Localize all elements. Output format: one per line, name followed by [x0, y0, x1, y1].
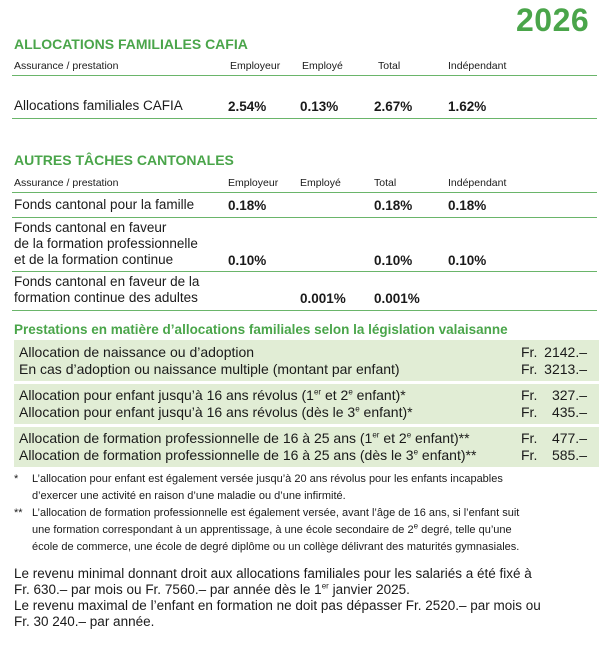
- divider: [12, 75, 597, 76]
- cafia-header-independent: Indépendant: [448, 60, 507, 72]
- cafia-row-label: Allocations familiales CAFIA: [14, 98, 183, 113]
- footnote-child-allowance: L’allocation pour enfant est également versée jusqu’à 20 ans révolus pour les enfants incapables d’exercer une activité en raison d’une maladie ou d’une infirmité.: [32, 473, 503, 502]
- income-paragraph: Le revenu minimal donnant droit aux allocations familiales pour les salariés a été fixé à Fr. 630.– par mois ou Fr. 7560.– par année dès le 1er janvier 2025. Le revenu maximal de l’enfant en formation ne doit pas dépasser Fr. 2520.– par mois ou Fr. 30 240.– par année.: [14, 566, 541, 629]
- benefit-amount: 3213.–: [544, 361, 587, 377]
- cantonal-row-independent: 0.18%: [448, 198, 487, 213]
- benefit-label: Allocation de formation professionnelle de 16 à 25 ans (1er et 2e enfant)**: [19, 430, 470, 446]
- benefit-label: Allocation pour enfant jusqu’à 16 ans révolus (1er et 2e enfant)*: [19, 387, 406, 403]
- cantonal-row-label: [14, 274, 199, 306]
- cantonal-row-employee: 0.001%: [300, 291, 346, 306]
- label-line: et de la formation continue: [14, 252, 174, 267]
- currency: Fr.: [521, 387, 538, 403]
- cantonal-row-total: 0.10%: [374, 253, 413, 268]
- benefits-title: Prestations en matière d’allocations familiales selon la législation valaisanne: [14, 322, 508, 337]
- divider: [12, 192, 597, 193]
- benefit-amount: 2142.–: [544, 344, 587, 360]
- cantonal-row-label: [14, 220, 198, 268]
- cantonal-header-employee: Employé: [300, 177, 341, 189]
- cantonal-row-independent: 0.10%: [448, 253, 487, 268]
- currency: Fr.: [521, 361, 538, 377]
- footnote-mark: **: [14, 507, 23, 519]
- benefit-label: Allocation pour enfant jusqu’à 16 ans révolus (dès le 3e enfant)*: [19, 404, 413, 420]
- divider: [12, 118, 597, 119]
- currency: Fr.: [521, 404, 538, 420]
- benefit-amount: 435.–: [551, 404, 587, 420]
- cantonal-header-total: Total: [374, 177, 397, 189]
- cafia-row-independent: 1.62%: [448, 99, 487, 114]
- cantonal-row-employer: 0.18%: [228, 198, 267, 213]
- label-line: formation continue des adultes: [14, 290, 198, 305]
- divider: [12, 310, 597, 311]
- benefit-label: En cas d’adoption ou naissance multiple (montant par enfant): [19, 361, 400, 377]
- label-line: Fonds cantonal en faveur de la: [14, 274, 200, 289]
- cafia-header-employee: Employé: [302, 60, 343, 72]
- currency: Fr.: [521, 430, 538, 446]
- benefit-amount: 585.–: [551, 447, 587, 463]
- benefit-label: Allocation de formation professionnelle de 16 à 25 ans (dès le 3e enfant)**: [19, 447, 477, 463]
- cafia-row-total: 2.67%: [374, 99, 413, 114]
- cantonal-header-employer: Employeur: [228, 177, 279, 189]
- benefit-group-training: [14, 427, 599, 467]
- cantonal-section-title: AUTRES TÂCHES CANTONALES: [14, 152, 234, 168]
- cantonal-row-total: 0.18%: [374, 198, 413, 213]
- cantonal-row-label: Fonds cantonal pour la famille: [14, 197, 195, 212]
- cafia-row-employer: 2.54%: [228, 99, 267, 114]
- benefit-label: Allocation de naissance ou d’adoption: [19, 344, 255, 360]
- currency: Fr.: [521, 344, 538, 360]
- cafia-section-title: ALLOCATIONS FAMILIALES CAFIA: [14, 36, 248, 52]
- benefit-amount: 477.–: [551, 430, 587, 446]
- footnote-training-allowance: L’allocation de formation professionnelle est également versée, avant l’âge de 16 ans, si l’enfant suit une formation correspondant à un apprentissage, à une école secondaire de 2e degré, telle qu’une école de commerce, une école de degré diplôme ou un collège délivrant des maturités gymnasiales.: [32, 507, 520, 553]
- year-title: 2026: [516, 2, 590, 38]
- cafia-header-item: Assurance / prestation: [14, 60, 119, 72]
- cafia-header-employer: Employeur: [230, 60, 281, 72]
- label-line: Fonds cantonal en faveur: [14, 220, 167, 235]
- divider: [12, 271, 597, 272]
- label-line: de la formation professionnelle: [14, 236, 198, 251]
- cantonal-header-item: Assurance / prestation: [14, 177, 119, 189]
- benefit-group-birth: [14, 340, 599, 381]
- cafia-header-total: Total: [378, 60, 401, 72]
- footnote-mark: *: [14, 473, 19, 485]
- currency: Fr.: [521, 447, 538, 463]
- cafia-row-employee: 0.13%: [300, 99, 339, 114]
- divider: [12, 217, 597, 218]
- benefit-amount: 327.–: [551, 387, 587, 403]
- cantonal-row-employer: 0.10%: [228, 253, 267, 268]
- cantonal-row-total: 0.001%: [374, 291, 420, 306]
- cantonal-header-independent: Indépendant: [448, 177, 507, 189]
- benefit-group-child: [14, 384, 599, 424]
